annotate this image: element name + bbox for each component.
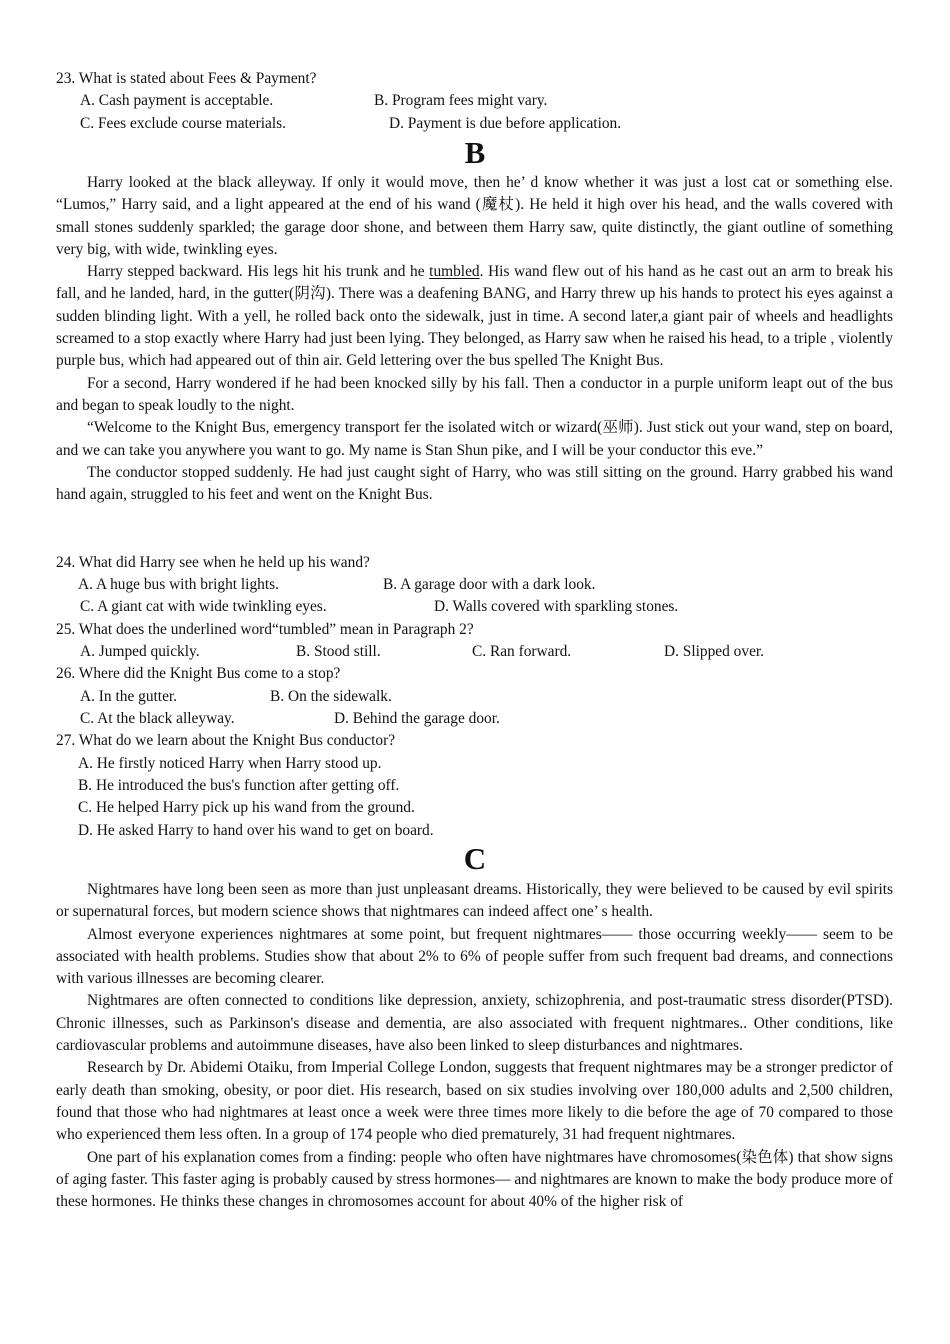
question-25-option-a: A. Jumped quickly. [80, 643, 200, 660]
paragraph-2-text-before: Harry stepped backward. His legs hit his trunk and he [87, 263, 430, 281]
question-26-stem: 26. Where did the Knight Bus come to a stop? [56, 665, 341, 682]
section-c-paragraph-5: One part of his explanation comes from a finding: people who often have nightmares have chromosomes(染色体) that show signs of aging faster. This faster aging is probably caused by stress hormones— and nightmares are known to make the body produce more of these hormones. He thinks these changes in chromosomes account for about 40% of the higher risk of [56, 1148, 894, 1211]
section-c-paragraph-4: Research by Dr. Abidemi Otaiku, from Imperial College London, suggests that frequent nightmares may be a stronger predictor of early death than smoking, obesity, or poor diet. His research, based on six studies involving over 180,000 adults and 2,500 children, found that those who had nightmares at least once a week were three times more likely to die before the age of 70 compared to those who experienced them less often. In a group of 174 people who died prematurely, 31 had frequent nightmares. [56, 1059, 893, 1144]
question-27-option-a: A. He firstly noticed Harry when Harry stood up. [78, 755, 382, 772]
question-24-option-b: B. A garage door with a dark look. [383, 576, 596, 593]
question-27-option-d: D. He asked Harry to hand over his wand to get on board. [78, 822, 434, 839]
question-25-option-b: B. Stood still. [296, 643, 381, 660]
section-b-paragraph-3: For a second, Harry wondered if he had been knocked silly by his fall. Then a conductor in a purple uniform leapt out of the bus and began to speak loudly to the night. [56, 374, 893, 414]
section-c-heading: C [463, 841, 487, 876]
question-23-option-c: C. Fees exclude course materials. [80, 115, 286, 132]
question-24-option-a: A. A huge bus with bright lights. [78, 576, 279, 593]
section-b-paragraph-5: The conductor stopped suddenly. He had just caught sight of Harry, who was still sitting on the ground. Harry grabbed his wand hand again, struggled to his feet and went on the Knight Bus. [56, 463, 893, 504]
question-24-option-d: D. Walls covered with sparkling stones. [434, 598, 679, 615]
question-26-option-d: D. Behind the garage door. [334, 710, 500, 727]
section-c-passage [56, 879, 893, 1213]
question-26-option-c: C. At the black alleyway. [80, 710, 235, 727]
underlined-word-tumbled: tumbled [429, 263, 480, 281]
question-27-option-c: C. He helped Harry pick up his wand from the ground. [78, 799, 415, 816]
paragraph-2-text-after: . His wand flew out of his hand as he cast out an arm to break his fall, and he landed, hard, in the gutter(阴沟). There was a deafening BANG, and Harry threw up his hands to protect his eyes against a sudden blinding light. With a yell, he rolled back onto the sidewalk, just in time. A second later,a giant pair of wheels and headlights screamed to a stop exactly where Harry had just been lying. They belonged, as Harry saw when he raised his head, to a triple , violently purple bus, which had appeared out of thin air. Geld lettering over the bus spelled The Knight Bus. [56, 263, 893, 370]
question-25-stem: 25. What does the underlined word“tumbled” mean in Paragraph 2? [56, 621, 474, 638]
question-23-option-a: A. Cash payment is acceptable. [80, 92, 274, 109]
question-23-option-b: B. Program fees might vary. [374, 92, 548, 109]
section-b-heading: B [464, 135, 486, 170]
section-b-paragraph-4: “Welcome to the Knight Bus, emergency transport fer the isolated witch or wizard(巫师). Just stick out your wand, step on board, and we can take you anywhere you want to go. My name is Stan Shun pike, and I will be your conductor this eve.” [56, 419, 893, 459]
question-26-option-a: A. In the gutter. [80, 688, 178, 705]
section-c-paragraph-3: Nightmares are often connected to conditions like depression, anxiety, schizophrenia, and post-traumatic stress disorder(PTSD). Chronic illnesses, such as Parkinson's disease and dementia, are also associated with frequent nightmares.. Other conditions, like cardiovascular problems and autoimmune diseases, have also been linked to sleep disturbances and nightmares. [56, 992, 893, 1055]
question-25-option-d: D. Slipped over. [664, 643, 765, 660]
section-c-paragraph-1: Nightmares have long been seen as more than just unpleasant dreams. Historically, they were believed to be caused by evil spirits or supernatural forces, but modern science shows that nightmares can indeed affect one’ s health. [56, 881, 893, 921]
question-24-option-c: C. A giant cat with wide twinkling eyes. [80, 598, 327, 615]
section-b-passage [56, 172, 893, 506]
question-23-stem: 23. What is stated about Fees & Payment? [56, 70, 317, 87]
question-23-option-d: D. Payment is due before application. [389, 115, 622, 132]
section-b-paragraph-1: Harry looked at the black alleyway. If only it would move, then he’ d know whether it was just a lost cat or something else. “Lumos,” Harry said, and a light appeared at the end of his wand (魔杖). He held it high over his head, and the walls covered with small stones suddenly sparkled; the garage door shone, and between them Harry saw, quite distinctly, the giant outline of something very big, with wide, twinkling eyes. [56, 174, 893, 258]
section-b-paragraph-2 [56, 261, 893, 372]
question-24-stem: 24. What did Harry see when he held up his wand? [56, 554, 370, 571]
question-26-option-b: B. On the sidewalk. [270, 688, 392, 705]
question-27-option-b: B. He introduced the bus's function after getting off. [78, 777, 400, 794]
section-c-paragraph-2: Almost everyone experiences nightmares at some point, but frequent nightmares—— those occurring weekly—— seem to be associated with health problems. Studies show that about 2% to 6% of people suffer from such frequent bad dreams, and connections with various illnesses are becoming clearer. [56, 925, 893, 988]
question-27-stem: 27. What do we learn about the Knight Bus conductor? [56, 732, 396, 749]
question-25-option-c: C. Ran forward. [472, 643, 572, 660]
